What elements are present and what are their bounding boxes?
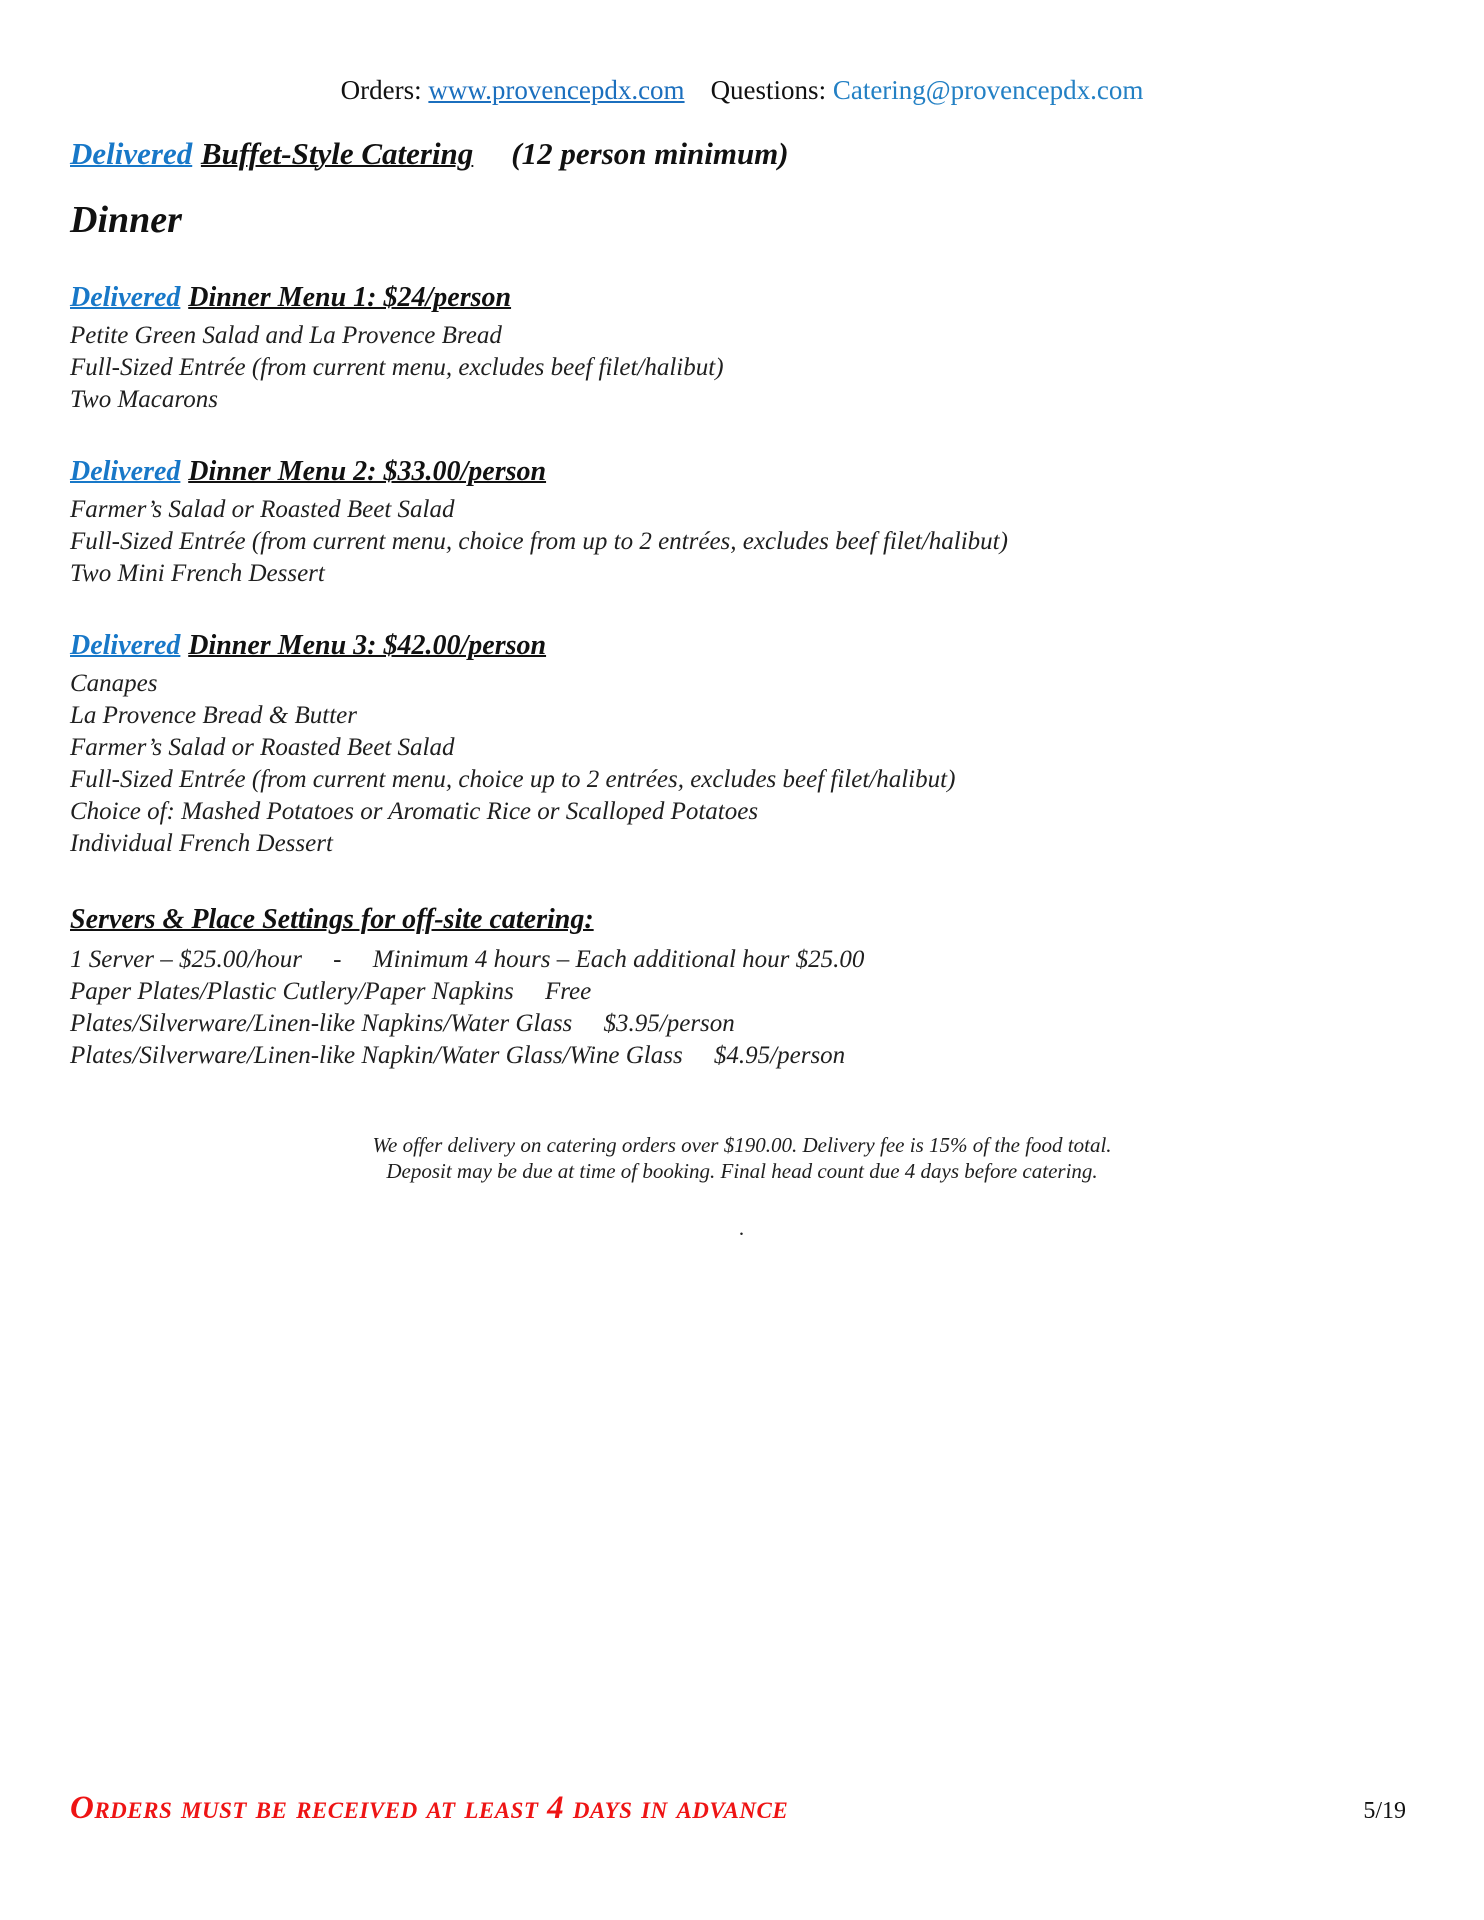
menu-1-title: Dinner Menu 1: $24/person	[188, 282, 512, 313]
servers-pricing-lines	[70, 944, 1414, 1072]
dinner-menu-3	[70, 630, 1414, 860]
title-delivered-highlight: Delivered	[70, 136, 193, 171]
menu-item: Choice of: Mashed Potatoes or Aromatic Rice or Scalloped Potatoes	[70, 798, 759, 825]
catering-email-link[interactable]: Catering@provencepdx.com	[832, 75, 1144, 105]
page-footer	[70, 1790, 1406, 1827]
menu-item: Canapes	[70, 670, 158, 697]
dinner-section-heading: Dinner	[70, 199, 182, 241]
delivery-note-line-2: Deposit may be due at time of booking. Final head count due 4 days before catering.	[386, 1159, 1098, 1183]
title-main-text: Buffet-Style Catering	[200, 136, 474, 171]
menu-1-delivered-highlight: Delivered	[70, 282, 181, 313]
menu-2-title: Dinner Menu 2: $33.00/person	[188, 456, 547, 487]
servers-place-settings-section	[70, 904, 1414, 1072]
orders-url-link[interactable]: www.provencepdx.com	[428, 75, 685, 105]
menu-item: Individual French Dessert	[70, 830, 333, 857]
questions-label: Questions:	[710, 75, 833, 105]
menu-item: Farmer’s Salad or Roasted Beet Salad	[70, 496, 455, 523]
menu-item: La Provence Bread & Butter	[70, 702, 357, 729]
menu-item: Full-Sized Entrée (from current menu, choice from up to 2 entrées, excludes beef filet/halibut)	[70, 528, 1008, 555]
menu-2-items	[70, 494, 1414, 590]
server-pricing-line: Plates/Silverware/Linen-like Napkins/Water Glass $3.95/person	[70, 1010, 735, 1037]
server-pricing-line: Plates/Silverware/Linen-like Napkin/Water Glass/Wine Glass $4.95/person	[70, 1042, 846, 1069]
menu-1-heading	[70, 282, 1414, 314]
menu-item: Farmer’s Salad or Roasted Beet Salad	[70, 734, 455, 761]
menu-3-heading	[70, 630, 1414, 662]
menu-item: Full-Sized Entrée (from current menu, excludes beef filet/halibut)	[70, 354, 724, 381]
document-title	[70, 136, 1414, 172]
menu-2-delivered-highlight: Delivered	[70, 456, 181, 487]
delivery-note-line-1: We offer delivery on catering orders over $190.00. Delivery fee is 15% of the food total.	[372, 1133, 1112, 1157]
menu-3-delivered-highlight: Delivered	[70, 630, 181, 661]
menu-1-items	[70, 320, 1414, 416]
contact-header	[70, 75, 1414, 106]
dinner-menu-1	[70, 282, 1414, 416]
title-minimum-note: (12 person minimum)	[511, 136, 789, 171]
delivery-note	[70, 1132, 1414, 1184]
menu-2-heading	[70, 456, 1414, 488]
stray-period: .	[739, 1216, 745, 1240]
menu-3-title: Dinner Menu 3: $42.00/person	[188, 630, 547, 661]
servers-section-heading: Servers & Place Settings for off-site catering:	[70, 904, 594, 935]
menu-item: Full-Sized Entrée (from current menu, choice up to 2 entrées, excludes beef filet/halibut)	[70, 766, 956, 793]
dinner-menu-2	[70, 456, 1414, 590]
menu-item: Two Mini French Dessert	[70, 560, 325, 587]
menu-item: Petite Green Salad and La Provence Bread	[70, 322, 502, 349]
menu-item: Two Macarons	[70, 386, 218, 413]
advance-order-notice: Orders must be received at least 4 days in advance	[70, 1790, 789, 1826]
server-pricing-line: Paper Plates/Plastic Cutlery/Paper Napkins Free	[70, 978, 592, 1005]
orders-label: Orders:	[340, 75, 429, 105]
page-number: 5/19	[1363, 1798, 1406, 1824]
server-pricing-line: 1 Server – $25.00/hour - Minimum 4 hours – Each additional hour $25.00	[70, 946, 865, 973]
menu-3-items	[70, 668, 1414, 860]
